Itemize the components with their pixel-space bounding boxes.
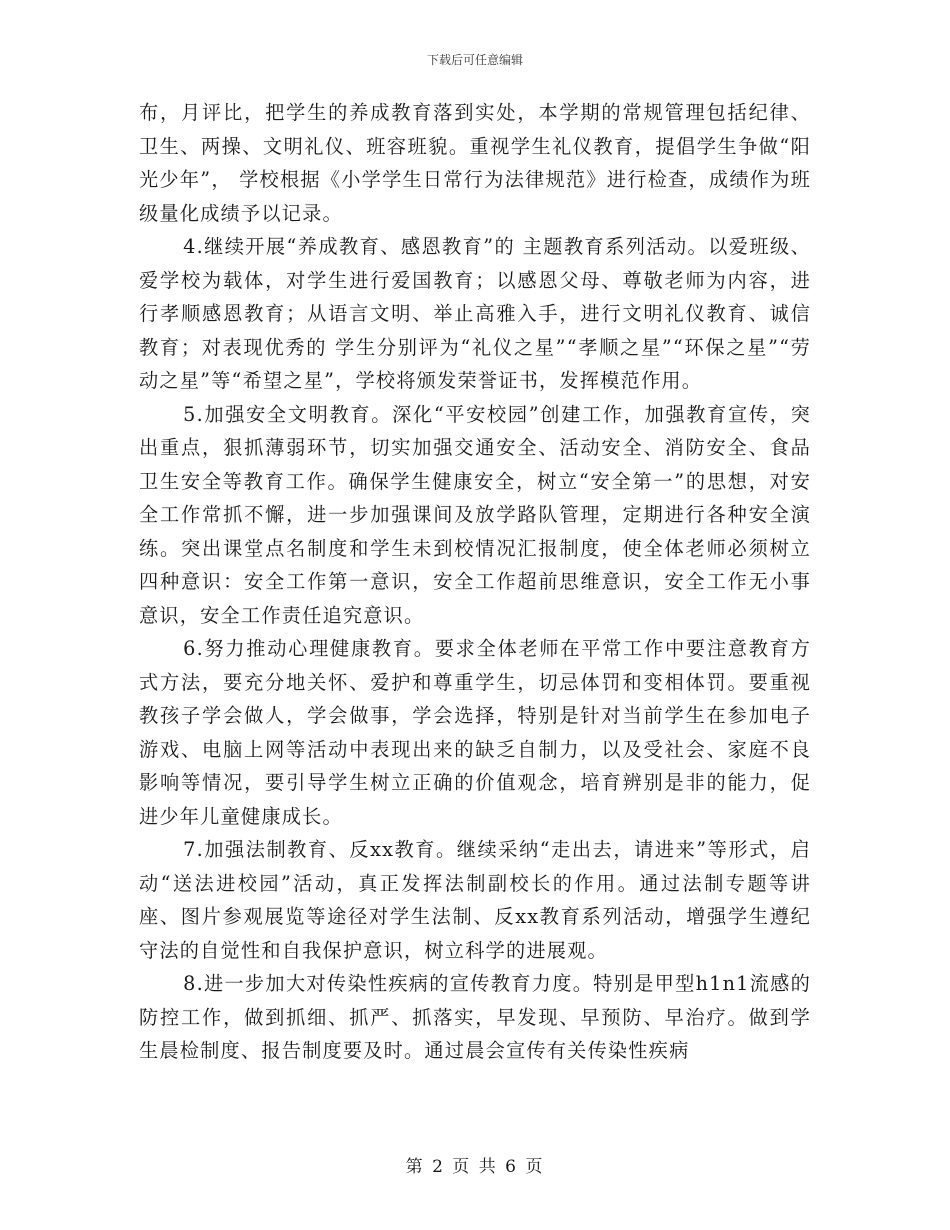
paragraph-item-4: 4.继续开展“养成教育、感恩教育”的 主题教育系列活动。以爱班级、爱学校为载体，对学生进行爱国教育；以感恩父母、尊敬老师为内容，进行孝顺感恩教育；从语言文明、举止高雅入手，进行文明礼仪教育、诚信教育；对表现优秀的 学生分别评为“礼仪之星”“孝顺之星”“环保之星”“劳动之星”等“希望之星”，学校将颁发荣誉证书，发挥模范作用。 — [139, 235, 811, 392]
paragraph-item-7: 7.加强法制教育、反xx教育。继续采纳“走出去，请进来”等形式，启动“送法进校园”活动，真正发挥法制副校长的作用。通过法制专题等讲座、图片参观展览等途径对学生法制、反xx教育系列活动，增强学生遵纪守法的自觉性和自我保护意识，树立科学的进展观。 — [139, 838, 811, 962]
page-number: 第 2 页 共 6 页 — [405, 1157, 545, 1177]
paragraph-continued: 布，月评比，把学生的养成教育落到实处，本学期的常规管理包括纪律、卫生、两操、文明礼仪、班容班貌。重视学生礼仪教育，提倡学生争做“阳光少年”， 学校根据《小学学生日常行为法律规范》进行检查，成绩作为班级量化成绩予以记录。 — [139, 101, 811, 225]
document-body — [139, 96, 811, 1068]
paragraph-item-8: 8.进一步加大对传染性疾病的宣传教育力度。特别是甲型h1n1流感的防控工作，做到抓细、抓严、抓落实，早发现、早预防、早治疗。做到学生晨检制度、报告制度要及时。通过晨会宣传有关传染性疾病 — [139, 972, 811, 1062]
paragraph-item-5: 5.加强安全文明教育。深化“平安校园”创建工作，加强教育宣传，突出重点，狠抓薄弱环节，切实加强交通安全、活动安全、消防安全、食品卫生安全等教育工作。确保学生健康安全，树立“安全第一”的思想，对安全工作常抓不懈，进一步加强课间及放学路队管理，定期进行各种安全演练。突出课堂点名制度和学生未到校情况汇报制度，使全体老师必须树立四种意识：安全工作第一意识，安全工作超前思维意识，安全工作无小事意识，安全工作责任追究意识。 — [139, 402, 811, 627]
paragraph-item-6: 6.努力推动心理健康教育。要求全体老师在平常工作中要注意教育方式方法，要充分地关怀、爱护和尊重学生，切忌体罚和变相体罚。要重视教孩子学会做人，学会做事，学会选择，特别是针对当前学生在参加电子游戏、电脑上网等活动中表现出来的缺乏自制力，以及受社会、家庭不良影响等情况，要引导学生树立正确的价值观念，培育辨别是非的能力，促进少年儿童健康成长。 — [139, 637, 811, 828]
page-header-note: 下载后可任意编辑 — [426, 53, 523, 67]
